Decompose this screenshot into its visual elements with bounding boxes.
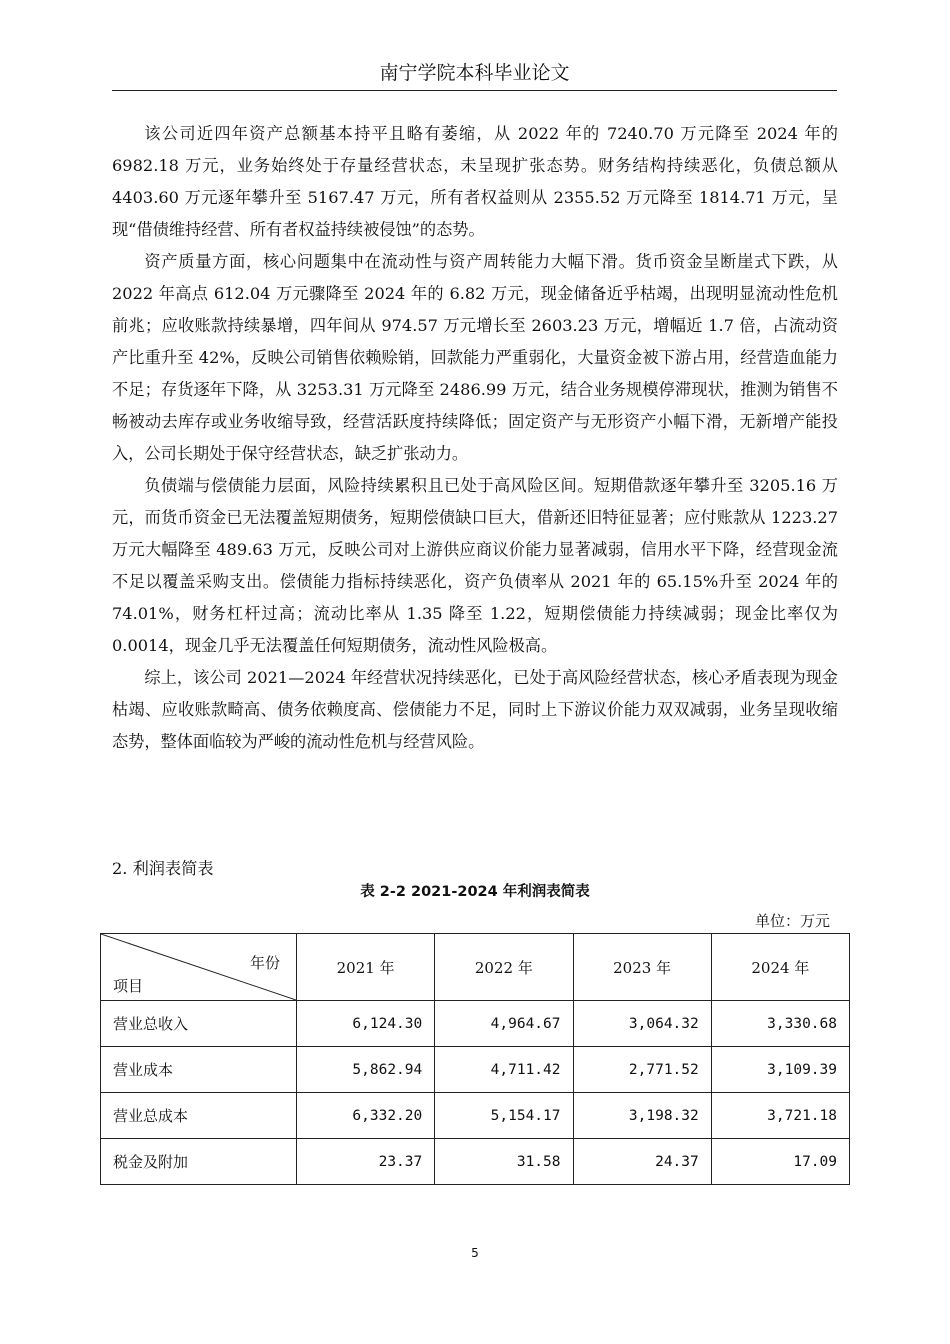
year-header: 2021 年	[297, 934, 435, 1001]
table-caption: 表 2-2 2021-2024 年利润表简表	[360, 884, 590, 900]
header-title: 南宁学院本科毕业论文	[379, 62, 570, 84]
row-label: 税金及附加	[101, 1139, 297, 1185]
table-cell: 31.58	[435, 1139, 573, 1185]
page-number: 5	[471, 1246, 479, 1260]
table-cell: 3,721.18	[711, 1093, 849, 1139]
year-header: 2023 年	[573, 934, 711, 1001]
paragraph: 资产质量方面，核心问题集中在流动性与资产周转能力大幅下滑。货币资金呈断崖式下跌，从 2022 年高点 612.04 万元骤降至 2024 年的 6.82 万元，现金储备近乎枯竭，出现明显流动性危机前兆；应收账款持续暴增，四年间从 974.57 万元增长至 2603.23 万元，增幅近 1.7 倍，占流动资产比重升至 42%，反映公司销售依赖赊销，回款能力严重弱化，大量资金被下游占用，经营造血能力不足；存货逐年下降，从 3253.31 万元降至 2486.99 万元，结合业务规模停滞现状，推测为销售不畅被动去库存或业务收缩导致，经营活跃度持续降低；固定资产与无形资产小幅下滑，无新增产能投入，公司长期处于保守经营状态，缺乏扩张动力。	[112, 252, 838, 463]
table-cell: 3,064.32	[573, 1001, 711, 1047]
table-cell: 5,862.94	[297, 1047, 435, 1093]
body-text	[112, 118, 838, 758]
table-cell: 4,964.67	[435, 1001, 573, 1047]
corner-header-cell	[101, 934, 297, 1001]
table-cell: 3,198.32	[573, 1093, 711, 1139]
table-cell: 2,771.52	[573, 1047, 711, 1093]
income-statement-table	[100, 933, 850, 1185]
year-header: 2024 年	[711, 934, 849, 1001]
row-label: 营业总收入	[101, 1001, 297, 1047]
table-cell: 4,711.42	[435, 1047, 573, 1093]
paragraph: 负债端与偿债能力层面，风险持续累积且已处于高风险区间。短期借款逐年攀升至 3205.16 万元，而货币资金已无法覆盖短期债务，短期偿债缺口巨大，借新还旧特征显著；应付账款从 1223.27 万元大幅降至 489.63 万元，反映公司对上游供应商议价能力显著减弱，信用水平下降，经营现金流不足以覆盖采购支出。偿债能力指标持续恶化，资产负债率从 2021 年的 65.15%升至 2024 年的 74.01%，财务杠杆过高；流动比率从 1.35 降至 1.22，短期偿债能力持续减弱；现金比率仅为 0.0014，现金几乎无法覆盖任何短期债务，流动性风险极高。	[112, 476, 838, 655]
table-cell: 3,109.39	[711, 1047, 849, 1093]
paragraph: 该公司近四年资产总额基本持平且略有萎缩，从 2022 年的 7240.70 万元降至 2024 年的 6982.18 万元，业务始终处于存量经营状态，未呈现扩张态势。财务结构持续恶化，负债总额从 4403.60 万元逐年攀升至 5167.47 万元，所有者权益则从 2355.52 万元降至 1814.71 万元，呈现“借债维持经营、所有者权益持续被侵蚀”的态势。	[112, 124, 838, 239]
table-row	[101, 1093, 850, 1139]
table-cell: 5,154.17	[435, 1093, 573, 1139]
table-row	[101, 1001, 850, 1047]
table-cell: 3,330.68	[711, 1001, 849, 1047]
table-cell: 24.37	[573, 1139, 711, 1185]
table-header-row	[101, 934, 850, 1001]
table-unit: 单位：万元	[754, 912, 830, 930]
page-header	[112, 58, 837, 91]
row-label: 营业成本	[101, 1047, 297, 1093]
table-row	[101, 1139, 850, 1185]
section-heading: 2. 利润表简表	[112, 859, 214, 878]
corner-item-label: 项目	[113, 977, 144, 995]
table-cell: 23.37	[297, 1139, 435, 1185]
table-cell: 17.09	[711, 1139, 849, 1185]
table-cell: 6,124.30	[297, 1001, 435, 1047]
table-row	[101, 1047, 850, 1093]
paragraph: 综上，该公司 2021—2024 年经营状况持续恶化，已处于高风险经营状态，核心矛盾表现为现金枯竭、应收账款畸高、债务依赖度高、偿债能力不足，同时上下游议价能力双双减弱，业务呈现收缩态势，整体面临较为严峻的流动性危机与经营风险。	[112, 668, 838, 751]
row-label: 营业总成本	[101, 1093, 297, 1139]
corner-year-label: 年份	[249, 954, 280, 972]
table-cell: 6,332.20	[297, 1093, 435, 1139]
year-header: 2022 年	[435, 934, 573, 1001]
